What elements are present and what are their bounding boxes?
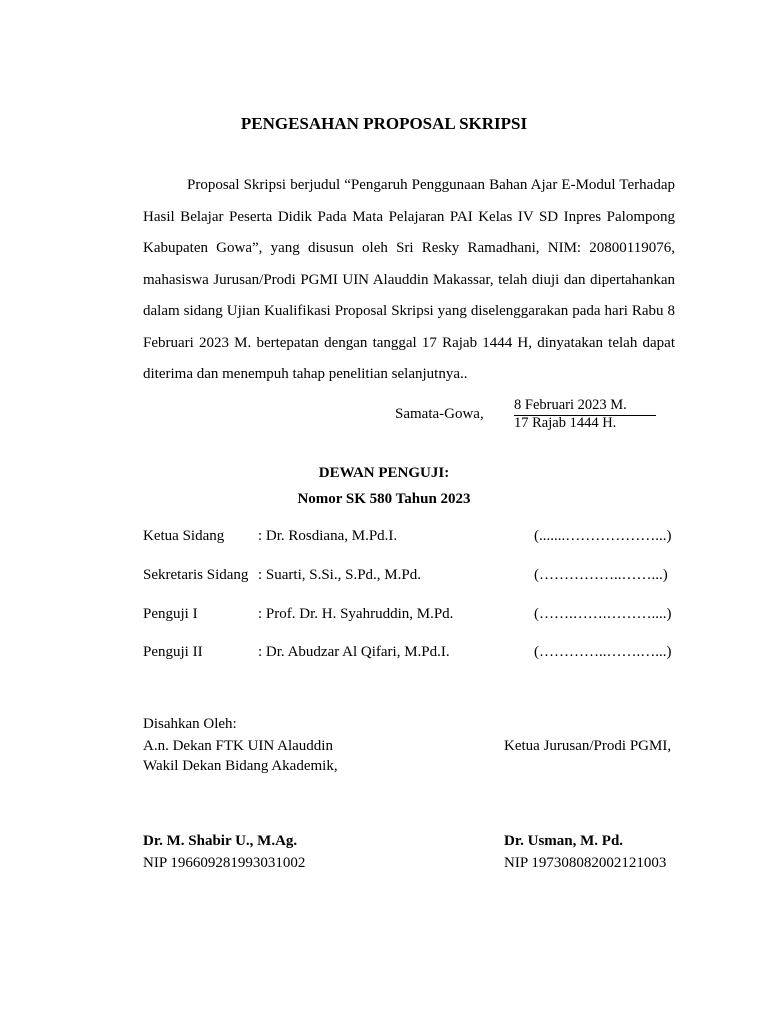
- examiner-role: Sekretaris Sidang: [143, 567, 249, 583]
- right-signer-position: Ketua Jurusan/Prodi PGMI,: [504, 738, 672, 754]
- place-label: Samata-Gowa,: [395, 406, 484, 422]
- board-sk-number: Nomor SK 580 Tahun 2023: [297, 491, 471, 507]
- approval-paragraph: [143, 170, 675, 391]
- left-signer-position-2: Wakil Dekan Bidang Akademik,: [143, 758, 338, 774]
- right-signer-name: Dr. Usman, M. Pd.: [504, 833, 624, 849]
- examiner-name: : Dr. Rosdiana, M.Pd.I.: [258, 528, 398, 544]
- signature-blank: (…………..…….…...): [534, 644, 672, 660]
- document-title: PENGESAHAN PROPOSAL SKRIPSI: [240, 114, 528, 133]
- signature-blank: (……………..……...): [534, 567, 668, 583]
- examiner-role: Penguji II: [143, 644, 203, 660]
- paragraph-text: Proposal Skripsi berjudul “Pengaruh Penggunaan Bahan Ajar E-Modul Terhadap Hasil Belajar Peserta Didik Pada Mata Pelajaran PAI Kelas IV SD Inpres Palompong Kabupaten Gowa”, yang disusun oleh Sri Resky Ramadhani, NIM: 20800119076, mahasiswa Jurusan/Prodi PGMI UIN Alauddin Makassar, telah diuji dan dipertahankan dalam sidang Ujian Kualifikasi Proposal Skripsi yang diselenggarakan pada hari Rabu 8 Februari 2023 M. bertepatan dengan tanggal 17 Rajab 1444 H, dinyatakan telah dapat diterima dan menempuh tahap penelitian selanjutnya..: [143, 177, 675, 382]
- right-signer-nip: NIP 197308082002121003: [504, 855, 667, 871]
- left-signer-nip: NIP 196609281993031002: [143, 855, 306, 871]
- signature-blank: (…….…….………....): [534, 606, 672, 622]
- examiner-name: : Suarti, S.Si., S.Pd., M.Pd.: [258, 567, 421, 583]
- date-masehi: 8 Februari 2023 M.: [514, 397, 656, 416]
- approved-by-label: Disahkan Oleh:: [143, 716, 237, 732]
- signature-blank: (.......………………...): [534, 528, 672, 544]
- examiner-role: Penguji I: [143, 606, 198, 622]
- left-signer-position-1: A.n. Dekan FTK UIN Alauddin: [143, 738, 333, 754]
- examiner-name: : Prof. Dr. H. Syahruddin, M.Pd.: [258, 606, 454, 622]
- left-signer-name: Dr. M. Shabir U., M.Ag.: [143, 833, 298, 849]
- date-hijri: 17 Rajab 1444 H.: [514, 415, 617, 431]
- examiner-name: : Dr. Abudzar Al Qifari, M.Pd.I.: [258, 644, 450, 660]
- examiner-role: Ketua Sidang: [143, 528, 225, 544]
- board-title: DEWAN PENGUJI:: [318, 465, 450, 481]
